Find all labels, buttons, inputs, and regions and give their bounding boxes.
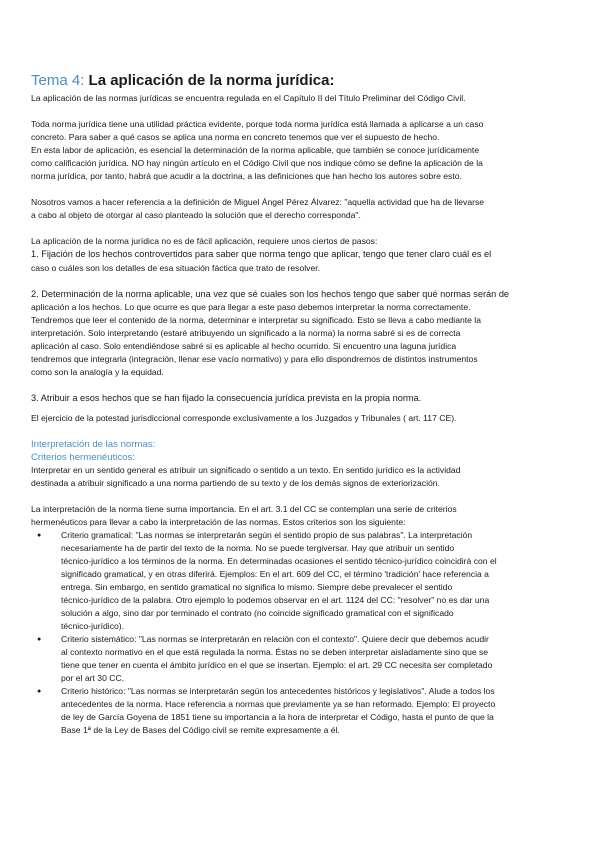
- text-line: de ley de García Goyena de 1851 tiene su importancia a la hora de interpretar el Código, hasta el punto de que la: [61, 711, 494, 722]
- text-line: por el art 30 CC.: [61, 672, 125, 683]
- step-1: [31, 248, 564, 275]
- text-line: En esta labor de aplicación, es esencial la determinación de la norma aplicable, que también se conoce jurídicamente: [31, 145, 480, 155]
- importance-paragraph: [31, 503, 564, 529]
- text-line: necesariamente ha de partir del texto de la norma. No se puede tergiversar. Hay que atribuir un sentido: [61, 542, 455, 553]
- text-line: aplicación al caso. Solo entendiéndose sabré si es aplicable al hecho ocurrido. Si encuentro una laguna jurídica: [31, 341, 457, 351]
- text-line: aplicación a los hechos. Lo que ocurre es que para llegar a este paso debemos interpretar la norma correctamente.: [31, 302, 471, 312]
- text-line: tiene que tener en cuenta el ámbito jurídico en el que se insertan. Ejemplo: el art. 29 CC necesita ser completado: [61, 659, 493, 670]
- interpretation-paragraph: [31, 464, 564, 490]
- step-3: 3. Atribuir a esos hechos que se han fijado la consecuencia jurídica prevista en la propia norma.: [31, 393, 422, 403]
- text-line: ● Criterio sistemático: "Las normas se interpretarán en relación con el contexto". Quiere decir que debemos acudir: [61, 633, 489, 644]
- list-item-sistematico: [61, 633, 564, 685]
- text-line: técnico-jurídico).: [61, 620, 125, 631]
- text-line: al contexto normativo en el que está regulada la norma. Éstas no se deben interpretar aisladamente sino que se: [61, 646, 489, 657]
- text-line: ● Criterio histórico: "Las normas se interpretarán según los antecedentes históricos y legislativos". Alude a todos los: [61, 685, 495, 696]
- text-line: La interpretación de la norma tiene suma importancia. En el art. 3.1 del CC se contemplan una serie de criterios: [31, 503, 457, 514]
- text-line: tendremos que integrarla (integración, llenar ese vacío normativo) y para ello dispondremos de distintos instrumentos: [31, 354, 478, 364]
- title-text: La aplicación de la norma jurídica:: [88, 72, 335, 89]
- title-accent: Tema 4:: [31, 72, 85, 89]
- text-line: Tendremos que leer el contenido de la norma, determinar e interpretar su significado. Esto se lleva a cabo mediante la: [31, 315, 481, 325]
- paragraph-definition: [31, 196, 564, 222]
- text-line: Base 1ª de la Ley de Bases del Código civil se remite expresamente a él.: [61, 724, 340, 735]
- exercise-paragraph: El ejercicio de la potestad jurisdiccional corresponde exclusivamente a los Juzgados y Tribunales ( art. 117 CE).: [31, 412, 457, 423]
- text-line: 1. Fijación de los hechos controvertidos para saber que norma tengo que aplicar, tengo que tener claro cuál es el: [31, 249, 492, 259]
- text-line: técnico-jurídico a los términos de la norma. En determinadas ocasiones el sentido técnico-jurídico coincidirá con el: [61, 555, 497, 566]
- text-line: Toda norma jurídica tiene una utilidad práctica evidente, porque toda norma jurídica está llamada a aplicarse a un caso: [31, 119, 484, 129]
- text-line: como son la analogía y la equidad.: [31, 367, 164, 377]
- text-line: significado gramatical, y en otras diferirá. Ejemplos: En el art. 609 del CC, el término 'tradición' hace referencia a: [61, 568, 489, 579]
- text-line: Nosotros vamos a hacer referencia a la definición de Miguel Ángel Pérez Álvarez: "aquella actividad que ha de llevarse: [31, 197, 485, 207]
- text-line: caso o cuáles son los detalles de esa situación fáctica que trato de resolver.: [31, 262, 321, 273]
- list-item-historico: [61, 685, 564, 737]
- paragraph-utility: [31, 118, 564, 183]
- list-item-gramatical: [61, 529, 564, 633]
- page-title: [31, 72, 564, 90]
- text-line: solución a algo, sino dar por terminado el contrato (no coincide significado gramatical con el significado: [61, 607, 454, 618]
- text-line: técnico-jurídico de la palabra. Otro ejemplo lo podemos observar en el art. 1124 del CC: "resolver" no es dar una: [61, 594, 490, 605]
- text-line: Interpretar en un sentido general es atribuir un significado o sentido a un texto. En sentido jurídico es la actividad: [31, 464, 461, 475]
- intro-paragraph: La aplicación de las normas jurídicas se encuentra regulada en el Capítulo II del Título Preliminar del Código Civil.: [31, 93, 466, 103]
- text-line: como calificación jurídica. NO hay ningún artículo en el Código Civil que nos indique cómo se define la aplicación de la: [31, 158, 483, 168]
- text-line: interpretación. Solo interpretando (estaré atribuyendo un significado a la norma) la norma sabré si es de correcta: [31, 328, 461, 338]
- step-2: [31, 288, 564, 380]
- criteria-list: [31, 529, 564, 737]
- text-line: ● Criterio gramatical: "Las normas se interpretarán según el sentido propio de sus palabras". La interpretación: [61, 529, 473, 540]
- text-line: destinada a atribuir significado a una norma partiendo de su texto y de los demás signos de exteriorización.: [31, 477, 440, 488]
- text-line: entrega. Sin embargo, en sentido gramatical no significa lo mismo. Siempre debe prevalecer el sentido: [61, 581, 453, 592]
- text-line: 2. Determinación de la norma aplicable, una vez que sé cuales son los hechos tengo que saber qué normas serán de: [31, 288, 510, 299]
- text-line: hermenéuticos para llevar a cabo la interpretación de las normas. Estos criterios son los siguiente:: [31, 516, 406, 527]
- text-line: concreto. Para saber a qué casos se aplica una norma en concreto tenemos que ver el supuesto de hecho.: [31, 132, 440, 142]
- section-subheading: Criterios hermenéuticos:: [31, 451, 135, 463]
- section-heading: Interpretación de las normas:: [31, 438, 156, 450]
- text-line: norma jurídica, por tanto, habrá que acudir a la doctrina, a las definiciones que han hecho los autores sobre esto.: [31, 171, 462, 181]
- paragraph-steps-intro: La aplicación de la norma jurídica no es de fácil aplicación, requiere unos ciertos de pasos:: [31, 236, 378, 246]
- text-line: a cabo al objeto de otorgar al caso planteado la solución que el derecho corresponda".: [31, 210, 361, 220]
- text-line: antecedentes de la norma. Hace referencia a normas que previamente ya se han reformado. Ejemplo: El proyecto: [61, 698, 496, 709]
